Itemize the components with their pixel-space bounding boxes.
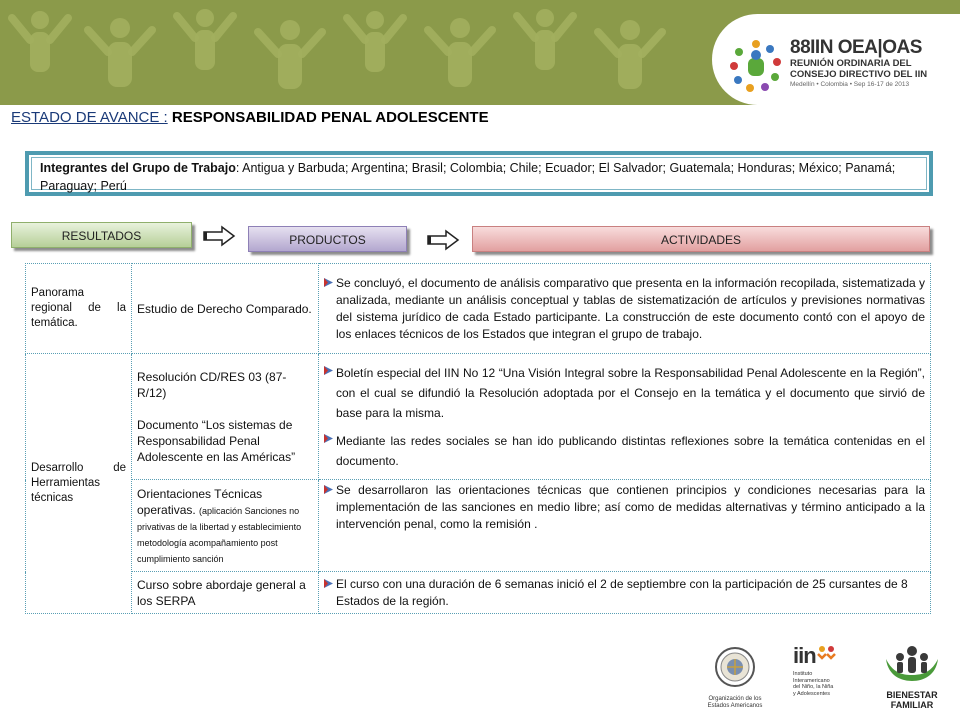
oas-logo [700, 645, 770, 710]
producto-cell [132, 572, 319, 614]
producto-cell [132, 264, 319, 354]
logo-line-2: REUNIÓN ORDINARIA DEL [790, 58, 912, 69]
table-row [26, 480, 931, 572]
actividad-cell [319, 264, 931, 354]
actividad-text: Boletín especial del IIN No 12 “Una Visión Integral sobre la Responsabilidad Penal Adolescente en la Región”, con el cual se difundió la Resolución adoptada por el Consejo en la temática y el documento que sirvió de base para la misma. [336, 365, 925, 420]
working-group-members-box [25, 151, 933, 196]
actividad-text: Se concluyó, el documento de análisis comparativo que presenta en la información recopilada, sistematizada y analizada, mediante un análisis conceptual y tablas de sistematización de artículos y previsiones normativas del sistema jurídico de cada Estado participante. La construcción de este documento contó con el apoyo de los enlaces técnicos de los Estados que integran el grupo de trabajo. [336, 275, 925, 341]
table-row [26, 264, 931, 354]
members-list: : Antigua y Barbuda; Argentina; Brasil; Colombia; Chile; Ecuador; El Salvador; Guatemala; Honduras; México; Panamá; Paraguay; Perú [40, 161, 896, 193]
actividades-header: ACTIVIDADES [472, 226, 930, 252]
logo-line-4: Medellín • Colombia • Sep 16-17 de 2013 [790, 81, 910, 88]
actividad-cell [319, 572, 931, 614]
right-arrow-icon [202, 225, 236, 247]
logo-iin-text: IIN [810, 37, 833, 58]
table-row [26, 354, 931, 480]
producto-text: Documento “Los sistemas de Responsabilidad Penal Adolescente en las Américas” [137, 417, 296, 464]
header-banner [0, 0, 960, 105]
page-title [11, 109, 489, 126]
resultado-text: Desarrollo de Herramientas técnicas [31, 462, 126, 504]
iin-logo [793, 645, 855, 697]
actividad-cell [319, 480, 931, 572]
table-row [26, 572, 931, 614]
iin-children-circle-icon [728, 38, 784, 94]
event-logo-text [790, 38, 958, 90]
title-main: RESPONSABILIDAD PENAL ADOLESCENTE [171, 109, 489, 126]
producto-cell [132, 480, 319, 572]
event-logo-panel [712, 14, 960, 105]
oas-caption-2: Estados Americanos [707, 703, 763, 709]
bullet-arrow-icon [323, 578, 334, 589]
iin-mark [793, 645, 855, 667]
bienestar-line-2: FAMILIAR [890, 700, 934, 710]
iin-caption-4: y Adolescentes [793, 690, 830, 697]
actividad-bullet [324, 275, 925, 343]
iin-caption-1: Instituto [793, 671, 813, 677]
producto-detail-text: (aplicación Sanciones no privativas de la libertad y establecimiento metodología acompañamiento post cumplimiento sanción [137, 505, 302, 564]
productos-header: PRODUCTOS [248, 226, 407, 252]
bullet-arrow-icon [323, 484, 334, 495]
members-label: Integrantes del Grupo de Trabajo [40, 161, 236, 175]
progress-table [25, 263, 931, 614]
actividad-text: El curso con una duración de 6 semanas inició el 2 de septiembre con la participación de 25 cursantes de 8 Estados de la región. [336, 576, 908, 608]
logo-oea-text: OEA|OAS [837, 37, 922, 58]
iin-caption-2: Interamericano [793, 677, 830, 684]
producto-text: Curso sobre abordaje general a los SERPA [137, 577, 306, 608]
producto-text: Orientaciones Técnicas operativas. [137, 486, 263, 517]
oas-seal-icon [700, 645, 770, 689]
resultado-cell [26, 354, 132, 614]
iin-mark-text: iin [793, 643, 816, 668]
resultados-header: RESULTADOS [11, 222, 192, 248]
bienestar-familiar-logo [880, 645, 944, 710]
producto-text: Estudio de Derecho Comparado. [137, 301, 312, 316]
producto-cell [132, 354, 319, 480]
actividad-text: Mediante las redes sociales se han ido publicando distintas reflexiones sobre la temática contenidas en el documento. [336, 433, 925, 468]
actividad-bullet [324, 482, 925, 533]
actividad-cell [319, 354, 931, 480]
right-arrow-icon [426, 229, 460, 251]
actividad-text: Se desarrollaron las orientaciones técnicas que contienen principios y condiciones necesarias para la implementación de las sanciones en medio libre; así como de medidas alternativas y término anticipado a la intervención penal, como la remisión . [336, 483, 925, 531]
bullet-arrow-icon [323, 433, 334, 444]
oas-caption-1: Organización de los [708, 696, 762, 702]
header-figures-pattern [0, 0, 700, 105]
bullet-arrow-icon [323, 277, 334, 288]
logo-edition-number: 88 [790, 37, 811, 58]
actividad-bullet [324, 431, 925, 471]
bullet-arrow-icon [323, 365, 334, 376]
iin-caption-3: del Niño, la Niña [793, 684, 834, 690]
logo-line-3: CONSEJO DIRECTIVO DEL IIN [790, 69, 928, 80]
resultado-text: Panorama regional de la temática. [31, 287, 126, 329]
actividad-bullet [324, 576, 925, 610]
producto-text: Resolución CD/RES 03 (87-R/12) [137, 369, 287, 400]
actividad-bullet [324, 363, 925, 423]
title-prefix: ESTADO DE AVANCE : [11, 109, 168, 126]
iin-figures-icon [816, 645, 838, 665]
bienestar-line-1: BIENESTAR [886, 690, 938, 700]
bienestar-figures-icon [880, 645, 944, 685]
resultado-cell [26, 264, 132, 354]
